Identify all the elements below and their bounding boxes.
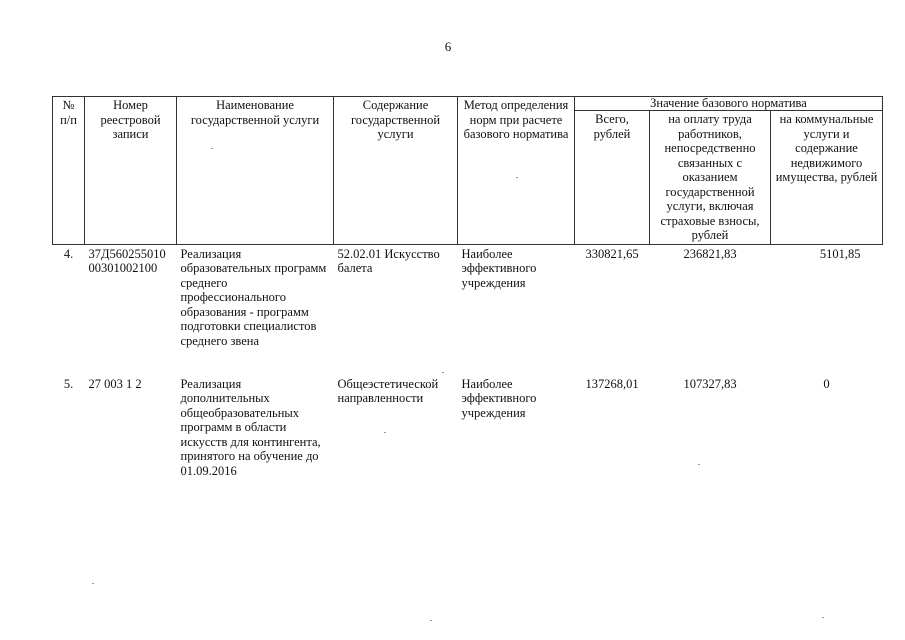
- cell-content: Общеэстетической направленности: [337, 376, 439, 405]
- header-total: Всего, рублей: [575, 111, 650, 245]
- cell-labor: 107327,83: [683, 376, 737, 391]
- header-service-name: Наименование государственной услуги: [177, 97, 334, 245]
- table-row: [53, 244, 883, 375]
- header-num: № п/п: [53, 97, 85, 245]
- scan-speck: [430, 620, 432, 621]
- cell-registry: 37Д560255010 00301002100: [85, 244, 177, 375]
- cell-method: Наиболее эффективного учреждения: [461, 376, 537, 420]
- cell-service-name: Реализация образовательных программ среднего профессионального образования - программ подготовки специалистов среднего звена: [177, 244, 334, 375]
- cell-labor: 236821,83: [650, 244, 771, 375]
- base-norm-table: [52, 96, 883, 478]
- scan-speck: [698, 464, 700, 465]
- cell-registry: 27 003 1 2: [88, 376, 142, 391]
- scan-speck: [384, 432, 386, 433]
- cell-utilities: 0: [823, 376, 830, 391]
- scan-speck: [211, 148, 213, 149]
- scan-speck: [516, 177, 518, 178]
- cell-num: 4.: [53, 244, 85, 375]
- cell-service-name: Реализация дополнительных общеобразовательных программ в области искусств для контингента, принятого на обучение до 01.09.2016: [180, 376, 321, 478]
- cell-utilities: 5101,85: [771, 244, 883, 375]
- header-utilities: на коммунальные услуги и содержание недвижимого имущества, рублей: [771, 111, 883, 245]
- scan-speck: [442, 372, 444, 373]
- scan-speck: [92, 583, 94, 584]
- table-row: [53, 375, 883, 479]
- scan-speck: [822, 617, 824, 618]
- cell-total: 330821,65: [575, 244, 650, 375]
- header-labor: на оплату труда работников, непосредственно связанных с оказанием государственной услуги, включая страховые взносы, рублей: [650, 111, 771, 245]
- header-row: [53, 97, 883, 111]
- header-content: Содержание государственной услуги: [334, 97, 458, 245]
- cell-total: 137268,01: [585, 376, 639, 391]
- page-number: 6: [444, 39, 452, 54]
- header-group-base-norm: Значение базового норматива: [575, 97, 883, 111]
- cell-method: Наиболее эффективного учреждения: [458, 244, 575, 375]
- header-method: Метод определения норм при расчете базового норматива: [458, 97, 575, 245]
- header-registry: Номер реестровой записи: [85, 97, 177, 245]
- cell-num: 5.: [63, 376, 74, 391]
- cell-content: 52.02.01 Искусство балета: [334, 244, 458, 375]
